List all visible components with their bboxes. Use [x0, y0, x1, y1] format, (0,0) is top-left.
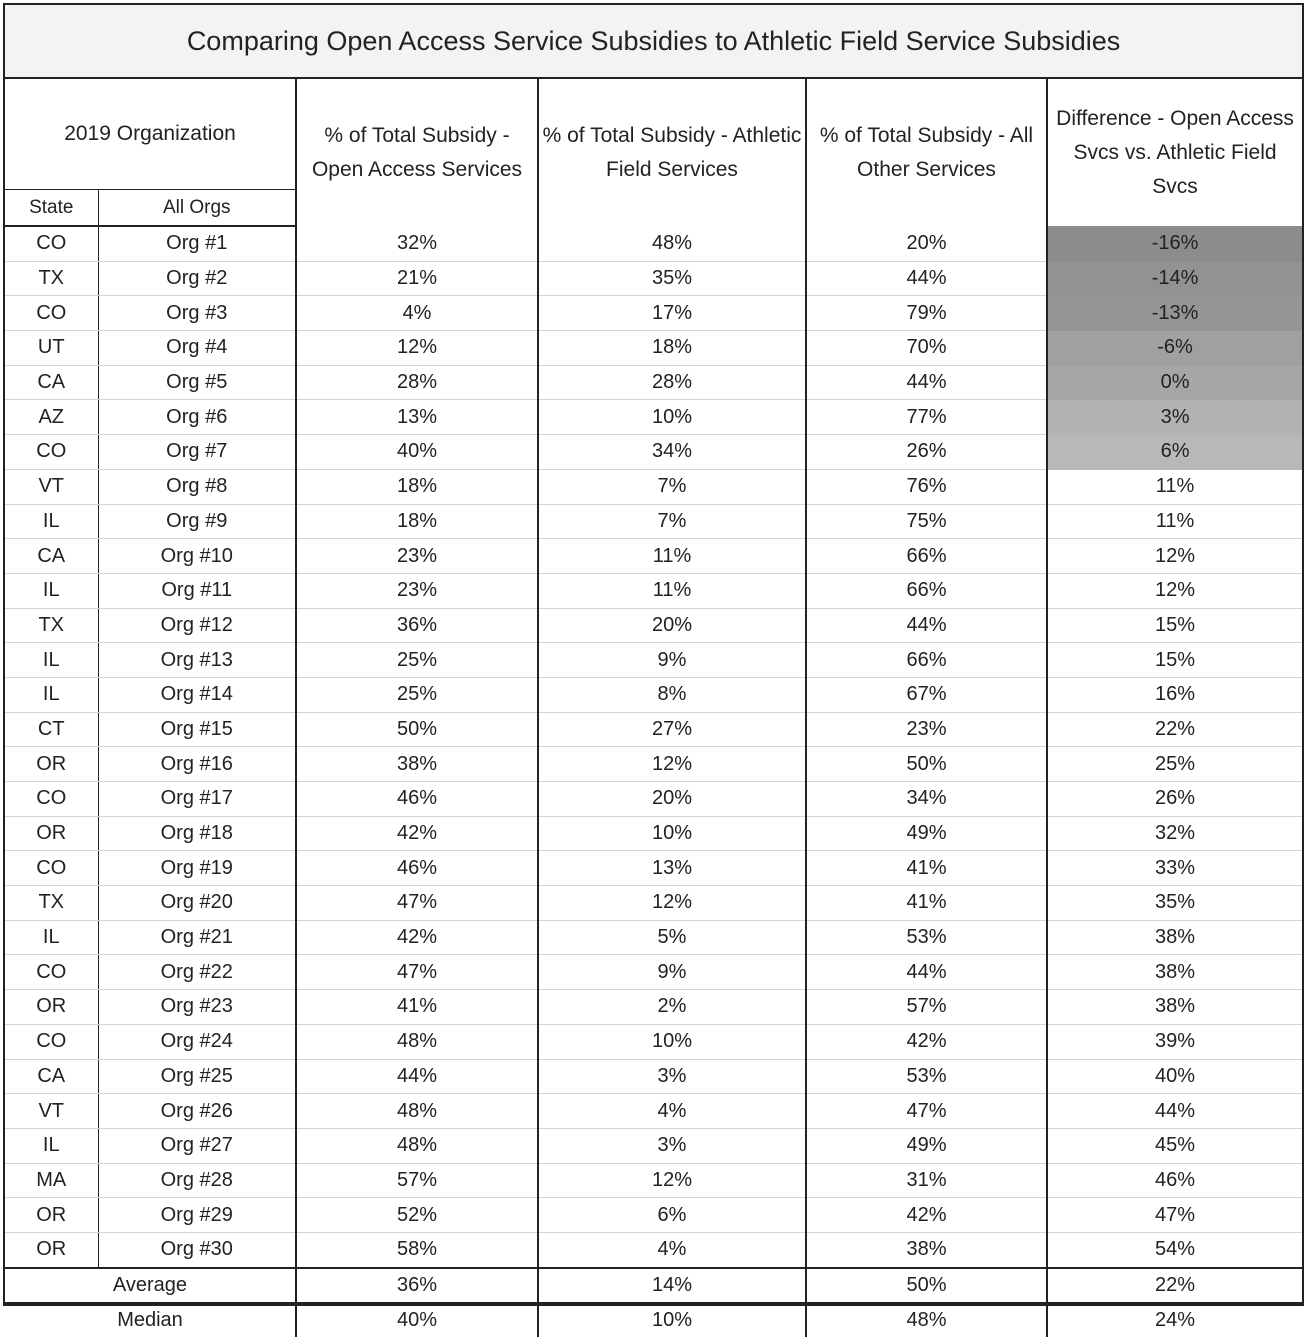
cell-difference: 39%	[1047, 1024, 1302, 1059]
cell-org: Org #27	[98, 1128, 296, 1163]
cell-difference: 38%	[1047, 990, 1302, 1025]
table-row	[5, 608, 1302, 643]
cell-all-other: 79%	[806, 296, 1047, 331]
cell-org: Org #16	[98, 747, 296, 782]
table-row	[5, 712, 1302, 747]
cell-difference: -13%	[1047, 296, 1302, 331]
summary-cell-athletic: 14%	[538, 1268, 806, 1303]
cell-state: IL	[5, 1128, 98, 1163]
cell-state: IL	[5, 920, 98, 955]
cell-state: IL	[5, 504, 98, 539]
cell-difference: 11%	[1047, 504, 1302, 539]
cell-difference: 35%	[1047, 886, 1302, 921]
cell-all-other: 44%	[806, 365, 1047, 400]
cell-all-other: 20%	[806, 226, 1047, 261]
cell-state: OR	[5, 1232, 98, 1267]
cell-org: Org #23	[98, 990, 296, 1025]
cell-athletic-field: 35%	[538, 261, 806, 296]
table-row	[5, 1198, 1302, 1233]
table-row	[5, 365, 1302, 400]
cell-org: Org #5	[98, 365, 296, 400]
cell-difference: -16%	[1047, 226, 1302, 261]
cell-open-access: 18%	[296, 469, 538, 504]
table-row	[5, 539, 1302, 574]
cell-difference: 11%	[1047, 469, 1302, 504]
cell-difference: 46%	[1047, 1163, 1302, 1198]
cell-difference: 32%	[1047, 816, 1302, 851]
cell-open-access: 25%	[296, 643, 538, 678]
cell-athletic-field: 2%	[538, 990, 806, 1025]
cell-athletic-field: 13%	[538, 851, 806, 886]
table-row	[5, 782, 1302, 817]
cell-org: Org #19	[98, 851, 296, 886]
table-row	[5, 331, 1302, 366]
summary-cell-other: 48%	[806, 1303, 1047, 1337]
cell-open-access: 21%	[296, 261, 538, 296]
cell-all-other: 53%	[806, 920, 1047, 955]
cell-open-access: 48%	[296, 1128, 538, 1163]
cell-state: IL	[5, 643, 98, 678]
table-row	[5, 1128, 1302, 1163]
cell-athletic-field: 10%	[538, 1024, 806, 1059]
cell-all-other: 44%	[806, 955, 1047, 990]
table-row	[5, 1059, 1302, 1094]
cell-state: TX	[5, 886, 98, 921]
table-summary	[5, 1268, 1302, 1337]
table-title: Comparing Open Access Service Subsidies to Athletic Field Service Subsidies	[5, 5, 1302, 78]
cell-state: CO	[5, 435, 98, 470]
cell-open-access: 23%	[296, 539, 538, 574]
cell-athletic-field: 28%	[538, 365, 806, 400]
header-open-access: % of Total Subsidy - Open Access Services	[296, 78, 538, 226]
cell-state: CO	[5, 226, 98, 261]
cell-difference: 38%	[1047, 920, 1302, 955]
summary-row	[5, 1268, 1302, 1303]
cell-athletic-field: 9%	[538, 643, 806, 678]
cell-open-access: 18%	[296, 504, 538, 539]
cell-org: Org #14	[98, 677, 296, 712]
summary-label: Average	[5, 1268, 296, 1303]
cell-difference: 12%	[1047, 539, 1302, 574]
cell-all-other: 44%	[806, 608, 1047, 643]
cell-state: OR	[5, 990, 98, 1025]
header-all-orgs: All Orgs	[98, 190, 296, 227]
cell-state: CA	[5, 365, 98, 400]
cell-state: MA	[5, 1163, 98, 1198]
cell-all-other: 42%	[806, 1198, 1047, 1233]
summary-cell-athletic: 10%	[538, 1303, 806, 1337]
cell-athletic-field: 17%	[538, 296, 806, 331]
cell-all-other: 23%	[806, 712, 1047, 747]
cell-all-other: 77%	[806, 400, 1047, 435]
cell-athletic-field: 6%	[538, 1198, 806, 1233]
table-row	[5, 261, 1302, 296]
table-row	[5, 504, 1302, 539]
cell-org: Org #2	[98, 261, 296, 296]
cell-open-access: 36%	[296, 608, 538, 643]
cell-open-access: 47%	[296, 886, 538, 921]
cell-state: VT	[5, 1094, 98, 1129]
table-row	[5, 677, 1302, 712]
cell-state: CO	[5, 1024, 98, 1059]
cell-athletic-field: 3%	[538, 1059, 806, 1094]
table-row	[5, 400, 1302, 435]
cell-org: Org #30	[98, 1232, 296, 1267]
cell-all-other: 66%	[806, 643, 1047, 678]
cell-org: Org #10	[98, 539, 296, 574]
subsidy-table	[5, 5, 1302, 1337]
cell-all-other: 76%	[806, 469, 1047, 504]
cell-all-other: 41%	[806, 886, 1047, 921]
cell-all-other: 67%	[806, 677, 1047, 712]
summary-cell-diff: 22%	[1047, 1268, 1302, 1303]
cell-open-access: 38%	[296, 747, 538, 782]
table-row	[5, 1094, 1302, 1129]
cell-org: Org #13	[98, 643, 296, 678]
table-row	[5, 747, 1302, 782]
cell-org: Org #29	[98, 1198, 296, 1233]
cell-org: Org #6	[98, 400, 296, 435]
cell-org: Org #3	[98, 296, 296, 331]
cell-all-other: 49%	[806, 816, 1047, 851]
cell-difference: 45%	[1047, 1128, 1302, 1163]
cell-org: Org #11	[98, 573, 296, 608]
cell-open-access: 50%	[296, 712, 538, 747]
table-row	[5, 851, 1302, 886]
cell-org: Org #15	[98, 712, 296, 747]
cell-all-other: 66%	[806, 573, 1047, 608]
cell-athletic-field: 10%	[538, 400, 806, 435]
cell-all-other: 50%	[806, 747, 1047, 782]
cell-state: VT	[5, 469, 98, 504]
cell-athletic-field: 5%	[538, 920, 806, 955]
cell-all-other: 49%	[806, 1128, 1047, 1163]
cell-difference: 26%	[1047, 782, 1302, 817]
cell-all-other: 31%	[806, 1163, 1047, 1198]
cell-athletic-field: 11%	[538, 539, 806, 574]
cell-athletic-field: 7%	[538, 504, 806, 539]
cell-all-other: 70%	[806, 331, 1047, 366]
cell-athletic-field: 18%	[538, 331, 806, 366]
cell-athletic-field: 20%	[538, 608, 806, 643]
cell-athletic-field: 10%	[538, 816, 806, 851]
table-row	[5, 886, 1302, 921]
cell-athletic-field: 11%	[538, 573, 806, 608]
header-group-organization: 2019 Organization	[5, 78, 296, 190]
header-athletic-field: % of Total Subsidy - Athletic Field Services	[538, 78, 806, 226]
cell-state: CO	[5, 955, 98, 990]
cell-state: IL	[5, 677, 98, 712]
cell-state: UT	[5, 331, 98, 366]
cell-athletic-field: 7%	[538, 469, 806, 504]
cell-open-access: 42%	[296, 920, 538, 955]
cell-open-access: 28%	[296, 365, 538, 400]
cell-athletic-field: 27%	[538, 712, 806, 747]
table-row	[5, 816, 1302, 851]
cell-difference: -6%	[1047, 331, 1302, 366]
cell-org: Org #22	[98, 955, 296, 990]
cell-state: IL	[5, 573, 98, 608]
table-row	[5, 955, 1302, 990]
table-body	[5, 226, 1302, 1268]
cell-org: Org #25	[98, 1059, 296, 1094]
cell-org: Org #1	[98, 226, 296, 261]
cell-org: Org #20	[98, 886, 296, 921]
cell-difference: -14%	[1047, 261, 1302, 296]
cell-org: Org #7	[98, 435, 296, 470]
cell-all-other: 34%	[806, 782, 1047, 817]
cell-difference: 38%	[1047, 955, 1302, 990]
cell-org: Org #18	[98, 816, 296, 851]
cell-difference: 40%	[1047, 1059, 1302, 1094]
cell-all-other: 44%	[806, 261, 1047, 296]
cell-open-access: 32%	[296, 226, 538, 261]
cell-org: Org #17	[98, 782, 296, 817]
cell-all-other: 75%	[806, 504, 1047, 539]
cell-open-access: 44%	[296, 1059, 538, 1094]
cell-athletic-field: 9%	[538, 955, 806, 990]
cell-state: CO	[5, 296, 98, 331]
cell-difference: 3%	[1047, 400, 1302, 435]
cell-athletic-field: 34%	[538, 435, 806, 470]
header-difference: Difference - Open Access Svcs vs. Athletic Field Svcs	[1056, 106, 1294, 198]
cell-difference: 6%	[1047, 435, 1302, 470]
table-row	[5, 226, 1302, 261]
summary-cell-open: 36%	[296, 1268, 538, 1303]
cell-open-access: 13%	[296, 400, 538, 435]
cell-state: CT	[5, 712, 98, 747]
cell-open-access: 4%	[296, 296, 538, 331]
cell-all-other: 66%	[806, 539, 1047, 574]
cell-difference: 25%	[1047, 747, 1302, 782]
summary-cell-open: 40%	[296, 1303, 538, 1337]
cell-state: OR	[5, 1198, 98, 1233]
cell-athletic-field: 12%	[538, 1163, 806, 1198]
cell-athletic-field: 4%	[538, 1094, 806, 1129]
cell-org: Org #8	[98, 469, 296, 504]
table-row	[5, 920, 1302, 955]
cell-athletic-field: 4%	[538, 1232, 806, 1267]
cell-open-access: 48%	[296, 1024, 538, 1059]
table-row	[5, 643, 1302, 678]
cell-open-access: 52%	[296, 1198, 538, 1233]
cell-all-other: 57%	[806, 990, 1047, 1025]
cell-org: Org #9	[98, 504, 296, 539]
cell-org: Org #26	[98, 1094, 296, 1129]
cell-state: TX	[5, 261, 98, 296]
cell-open-access: 41%	[296, 990, 538, 1025]
cell-difference: 44%	[1047, 1094, 1302, 1129]
cell-difference: 54%	[1047, 1232, 1302, 1267]
cell-all-other: 26%	[806, 435, 1047, 470]
cell-org: Org #21	[98, 920, 296, 955]
cell-difference: 0%	[1047, 365, 1302, 400]
cell-all-other: 47%	[806, 1094, 1047, 1129]
cell-open-access: 46%	[296, 782, 538, 817]
cell-difference: 16%	[1047, 677, 1302, 712]
cell-athletic-field: 20%	[538, 782, 806, 817]
cell-athletic-field: 3%	[538, 1128, 806, 1163]
cell-state: AZ	[5, 400, 98, 435]
header-all-other: % of Total Subsidy - All Other Services	[806, 78, 1047, 226]
table-row	[5, 1024, 1302, 1059]
cell-athletic-field: 12%	[538, 747, 806, 782]
cell-open-access: 57%	[296, 1163, 538, 1198]
cell-state: OR	[5, 816, 98, 851]
cell-difference: 47%	[1047, 1198, 1302, 1233]
cell-org: Org #12	[98, 608, 296, 643]
table-row	[5, 1163, 1302, 1198]
cell-org: Org #24	[98, 1024, 296, 1059]
cell-difference: 33%	[1047, 851, 1302, 886]
table-row	[5, 296, 1302, 331]
cell-athletic-field: 12%	[538, 886, 806, 921]
header-state: State	[5, 190, 98, 227]
cell-org: Org #28	[98, 1163, 296, 1198]
summary-cell-other: 50%	[806, 1268, 1047, 1303]
cell-open-access: 47%	[296, 955, 538, 990]
cell-open-access: 25%	[296, 677, 538, 712]
cell-open-access: 48%	[296, 1094, 538, 1129]
cell-athletic-field: 48%	[538, 226, 806, 261]
cell-all-other: 42%	[806, 1024, 1047, 1059]
table-row	[5, 1232, 1302, 1267]
cell-state: CA	[5, 1059, 98, 1094]
summary-label: Median	[5, 1303, 296, 1337]
cell-open-access: 46%	[296, 851, 538, 886]
cell-state: TX	[5, 608, 98, 643]
cell-all-other: 38%	[806, 1232, 1047, 1267]
cell-difference: 12%	[1047, 573, 1302, 608]
cell-difference: 15%	[1047, 643, 1302, 678]
cell-org: Org #4	[98, 331, 296, 366]
cell-state: OR	[5, 747, 98, 782]
cell-state: CA	[5, 539, 98, 574]
table-row	[5, 435, 1302, 470]
cell-athletic-field: 8%	[538, 677, 806, 712]
table-row	[5, 990, 1302, 1025]
table-row	[5, 469, 1302, 504]
table-row	[5, 573, 1302, 608]
summary-row	[5, 1303, 1302, 1337]
cell-open-access: 23%	[296, 573, 538, 608]
cell-open-access: 40%	[296, 435, 538, 470]
cell-open-access: 42%	[296, 816, 538, 851]
cell-all-other: 53%	[806, 1059, 1047, 1094]
cell-state: CO	[5, 851, 98, 886]
cell-all-other: 41%	[806, 851, 1047, 886]
cell-state: CO	[5, 782, 98, 817]
cell-difference: 22%	[1047, 712, 1302, 747]
cell-difference: 15%	[1047, 608, 1302, 643]
cell-open-access: 12%	[296, 331, 538, 366]
summary-cell-diff: 24%	[1155, 1308, 1196, 1331]
cell-open-access: 58%	[296, 1232, 538, 1267]
table-frame	[3, 3, 1304, 1331]
